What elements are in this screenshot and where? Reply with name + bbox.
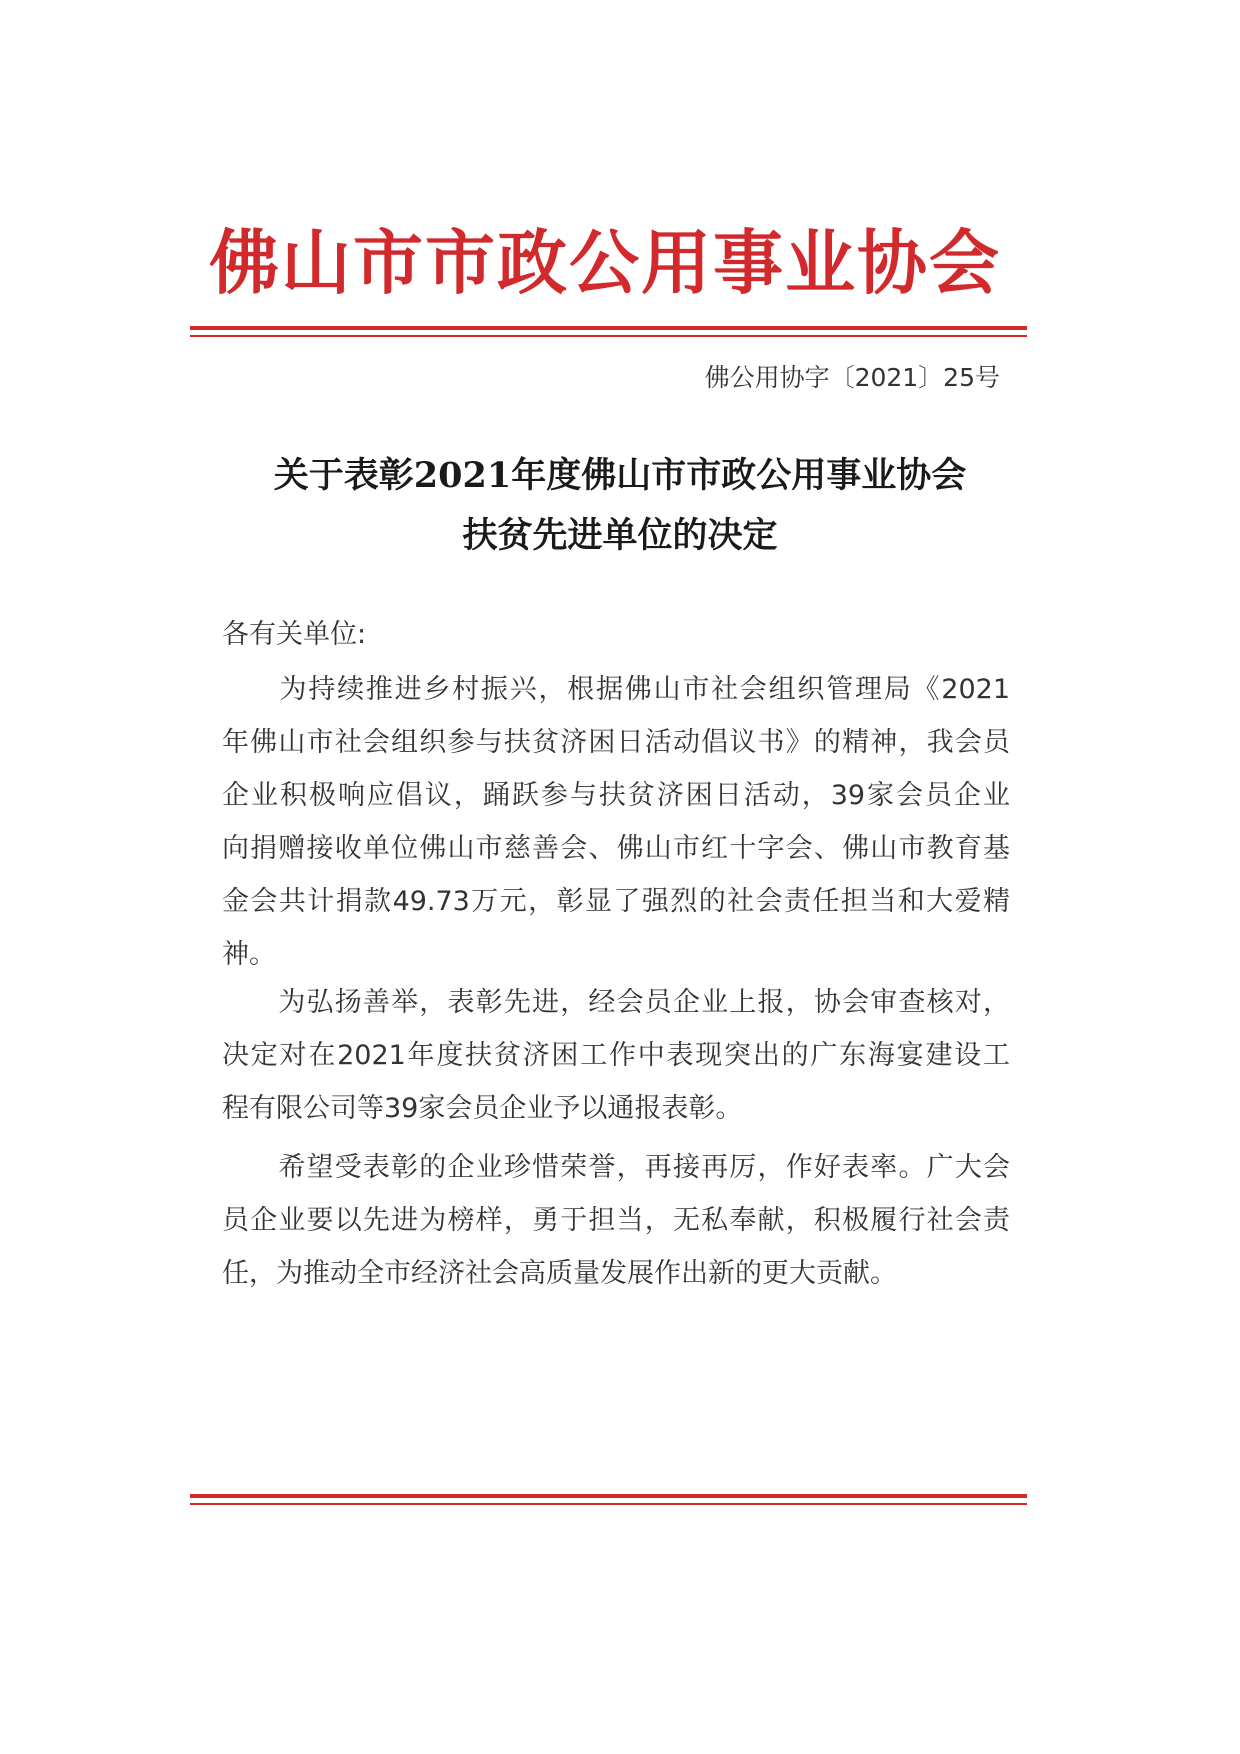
paragraph-3 (222, 1141, 1010, 1300)
footer-red-rule-thin (190, 1503, 1027, 1505)
paragraph-line: 为持续推进乡村振兴，根据佛山市社会组织管理局《2021 (222, 674, 1010, 705)
paragraph-line: 金会共计捐款49.73万元，彰显了强烈的社会责任担当和大爱精 (222, 886, 1010, 917)
document-number: 佛公用协字〔2021〕25号 (704, 363, 1000, 392)
paragraph-1 (222, 663, 1010, 981)
paragraph-line: 为弘扬善举，表彰先进，经会员企业上报，协会审查核对， (222, 987, 1010, 1018)
paragraph-line: 向捐赠接收单位佛山市慈善会、佛山市红十字会、佛山市教育基 (222, 833, 1010, 864)
paragraph-line: 希望受表彰的企业珍惜荣誉，再接再厉，作好表率。广大会 (222, 1152, 1010, 1183)
paragraph-line: 年佛山市社会组织参与扶贫济困日活动倡议书》的精神，我会员 (222, 727, 1010, 758)
header-red-rule-thin (190, 335, 1027, 337)
salutation: 各有关单位: (222, 619, 367, 650)
paragraph-line: 员企业要以先进为榜样，勇于担当，无私奉献，积极履行社会责 (222, 1205, 1010, 1236)
paragraph-line: 程有限公司等39家会员企业予以通报表彰。 (222, 1093, 743, 1124)
document-title-line-2: 扶贫先进单位的决定 (462, 515, 778, 556)
organization-masthead: 佛山市市政公用事业协会 (209, 221, 1001, 304)
document-title (190, 446, 1050, 566)
paragraph-line: 任，为推动全市经济社会高质量发展作出新的更大贡献。 (222, 1258, 897, 1289)
paragraph-line: 企业积极响应倡议，踊跃参与扶贫济困日活动，39家会员企业 (222, 780, 1010, 811)
paragraph-line: 神。 (222, 939, 276, 970)
footer-red-rule-thick (190, 1494, 1027, 1498)
header-red-rule-thick (190, 326, 1027, 330)
paragraph-line: 决定对在2021年度扶贫济困工作中表现突出的广东海宴建设工 (222, 1040, 1010, 1071)
document-title-line-1: 关于表彰2021年度佛山市市政公用事业协会 (273, 455, 967, 496)
paragraph-2 (222, 976, 1010, 1135)
